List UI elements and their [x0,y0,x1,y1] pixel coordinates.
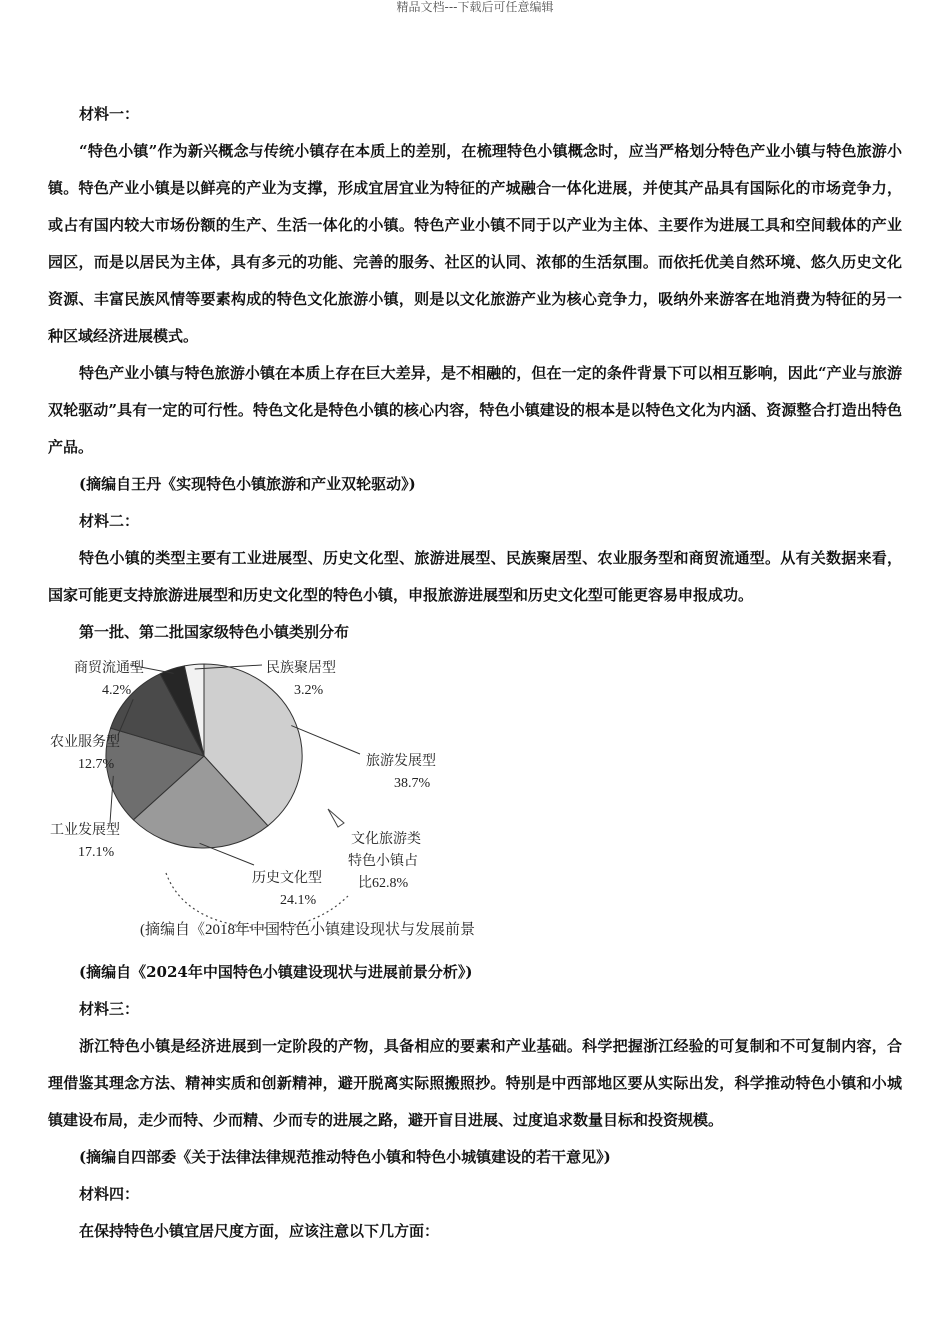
slice-name-label-0: 旅游发展型 [366,754,436,769]
slice-value-label-2: 17.1% [78,845,115,860]
material1-title: 材料一： [79,105,140,123]
slice-value-label-3: 12.7% [78,757,115,772]
annotation-line-2: 特色小镇占 [348,854,418,869]
pie-chart-figure [48,651,902,954]
slice-name-label-5: 民族聚居型 [266,661,336,676]
material3-title: 材料三： [79,1000,140,1018]
annotation-line-3: 比62.8% [358,876,409,891]
material4-title: 材料四： [79,1185,140,1203]
material2-paragraph-1: 特色小镇的类型主要有工业进展型、历史文化型、旅游进展型、民族聚居型、农业服务型和商贸流通型。从有关数据来看，国家可能更支持旅游进展型和历史文化型的特色小镇，申报旅游进展型和历史文化型可能更容易申报成功。 [48,549,902,604]
material2-source: (摘编自《2024年中国特色小镇建设现状与进展前景分析》) [79,963,473,981]
header-watermark: 精品文档---下载后可任意编辑 [396,0,554,14]
slice-name-label-1: 历史文化型 [252,871,322,886]
slice-value-label-1: 24.1% [280,893,317,908]
chart-caption: 第一批、第二批国家级特色小镇类别分布 [79,623,350,641]
slice-value-label-5: 3.2% [294,683,324,698]
slice-name-label-2: 工业发展型 [50,823,120,838]
cultural-tourism-arrow [328,809,344,827]
material3-paragraph-1: 浙江特色小镇是经济进展到一定阶段的产物，具备相应的要素和产业基础。科学把握浙江经验的可复制和不可复制内容，合理借鉴其理念方法、精神实质和创新精神，避开脱离实际照搬照抄。特别是中西部地区要从实际出发，科学推动特色小镇和小城镇建设布局，走少而特、少而精、少而专的进展之路，避开盲目进展、过度追求数量目标和投资规模。 [48,1037,902,1129]
material1-paragraph-1: “特色小镇”作为新兴概念与传统小镇存在本质上的差别，在梳理特色小镇概念时，应当严格划分特色产业小镇与特色旅游小镇。特色产业小镇是以鲜亮的产业为支撑，形成宜居宜业为特征的产城融合一体化进展，并使其产品具有国际化的市场竞争力，或占有国内较大市场份额的生产、生活一体化的小镇。特色产业小镇不同于以产业为主体、主要作为进展工具和空间载体的产业园区，而是以居民为主体，具有多元的功能、完善的服务、社区的认同、浓郁的生活氛围。而依托优美自然环境、悠久历史文化资源、丰富民族风情等要素构成的特色文化旅游小镇，则是以文化旅游产业为核心竞争力，吸纳外来游客在地消费为特征的另一种区域经济进展模式。 [48,142,902,345]
material2-title: 材料二： [79,512,140,530]
leader-line-1 [200,843,254,865]
material1-paragraph-2: 特色产业小镇与特色旅游小镇在本质上存在巨大差异，是不相融的，但在一定的条件背景下可以相互影响，因此“产业与旅游双轮驱动”具有一定的可行性。特色文化是特色小镇的核心内容，特色小镇建设的根本是以特色文化为内涵、资源整合打造出特色产品。 [48,364,902,456]
slice-value-label-0: 38.7% [394,776,431,791]
document-body [48,96,902,1250]
slice-name-label-3: 农业服务型 [50,735,120,750]
material3-source: (摘编自四部委《关于法律法律规范推动特色小镇和特色小城镇建设的若干意见》) [79,1148,611,1166]
material4-paragraph-1: 在保持特色小镇宜居尺度方面，应该注意以下几方面： [79,1222,440,1240]
pie-chart [48,651,902,954]
slice-name-label-4: 商贸流通型 [74,661,144,676]
material1-source: (摘编自王丹《实现特色小镇旅游和产业双轮驱动》) [79,475,416,493]
image-source-caption: (摘编自《2018年中国特色小镇建设现状与发展前景 [140,922,475,938]
slice-value-label-4: 4.2% [102,683,132,698]
annotation-line-1: 文化旅游类 [351,832,421,847]
